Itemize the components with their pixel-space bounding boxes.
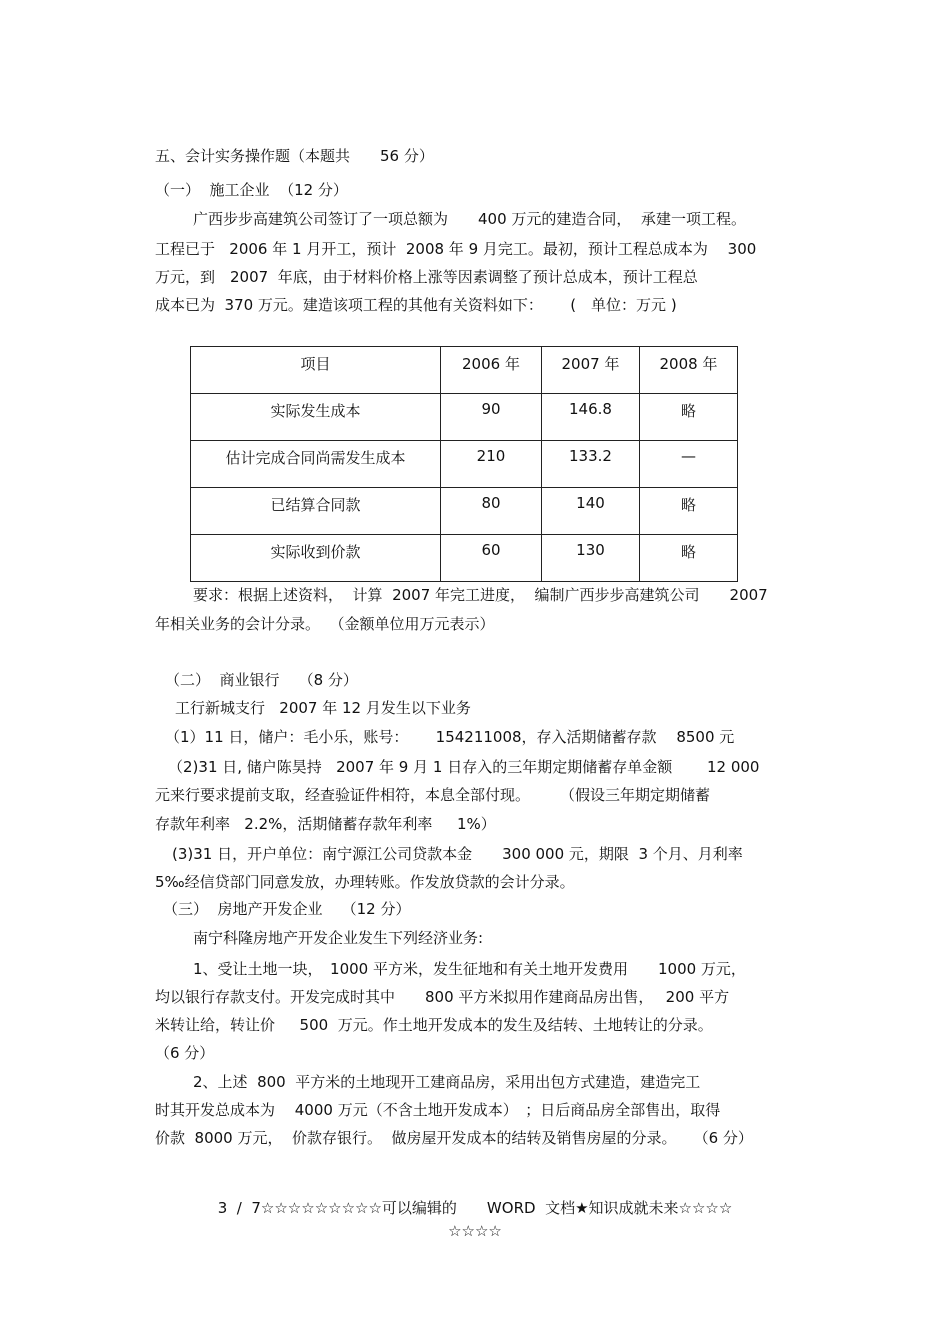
part3-intro: 南宁科隆房地产开发企业发生下列经济业务: (193, 929, 484, 947)
section-title: 五、会计实务操作题（本题共 56 分） (155, 147, 434, 165)
table-cell: 略 (640, 488, 738, 535)
part3-line-2: 均以银行存款支付。开发完成时其中 800 平方米拟用作建商品房出售， 200 平方 (155, 988, 730, 1006)
part3-line-5: 2、上述 800 平方米的土地现开工建商品房，采用出包方式建造，建造完工 (193, 1073, 701, 1091)
table-cell: 略 (640, 394, 738, 441)
part1-heading: （一） 施工企业 （12 分） (155, 181, 348, 199)
table-row (191, 441, 738, 488)
part3-line-1: 1、受让土地一块， 1000 平方米，发生征地和有关土地开发费用 1000 万元， (193, 960, 746, 978)
part1-line-4: 成本已为 370 万元。建造该项工程的其他有关资料如下： ( 单位：万元 ) (155, 296, 677, 314)
table-cell: 实际收到价款 (191, 535, 441, 582)
table-row (191, 535, 738, 582)
part3-line-7: 价款 8000 万元， 价款存银行。 做房屋开发成本的结转及销售房屋的分录。 （6 分） (155, 1129, 753, 1147)
part2-line-4: 存款年利率 2.2%，活期储蓄存款年利率 1%） (155, 815, 496, 833)
part3-line-6: 时其开发总成本为 4000 万元（不含土地开发成本） ；日后商品房全部售出，取得 (155, 1101, 721, 1119)
table-row (191, 394, 738, 441)
table-cell: 146.8 (542, 394, 640, 441)
table-cell: 210 (441, 441, 542, 488)
part1-requirement-2: 年相关业务的会计分录。 （金额单位用万元表示） (155, 615, 495, 633)
table-header-cell: 2007 年 (542, 347, 640, 394)
page-footer-line-1: 3 / 7☆☆☆☆☆☆☆☆☆可以编辑的 WORD 文档★知识成就未来☆☆☆☆ (217, 1199, 733, 1217)
part3-heading: （三） 房地产开发企业 （12 分） (163, 900, 411, 918)
table-cell: 估计完成合同尚需发生成本 (191, 441, 441, 488)
part1-line-2: 工程已于 2006 年 1 月开工，预计 2008 年 9 月完工。最初，预计工程总成本为 300 (155, 240, 757, 258)
part3-line-4: （6 分） (155, 1044, 215, 1062)
table-row (191, 488, 738, 535)
cost-table (190, 346, 738, 582)
table-cell: — (640, 441, 738, 488)
table-header-cell: 2006 年 (441, 347, 542, 394)
table-header-row (191, 347, 738, 394)
table-header-cell: 项目 (191, 347, 441, 394)
part2-heading: （二） 商业银行 （8 分） (165, 671, 358, 689)
part2-line-2: （2)31 日, 储户陈昊持 2007 年 9 月 1 日存入的三年期定期储蓄存单金额 12 000 (168, 758, 760, 776)
table-cell: 133.2 (542, 441, 640, 488)
part1-line-3: 万元，到 2007 年底，由于材料价格上涨等因素调整了预计总成本，预计工程总 (155, 268, 698, 286)
part1-requirement-1: 要求：根据上述资料， 计算 2007 年完工进度， 编制广西步步高建筑公司 2007 (193, 586, 768, 604)
table-cell: 90 (441, 394, 542, 441)
part2-line-3: 元来行要求提前支取，经查验证件相符，本息全部付现。 （假设三年期定期储蓄 (155, 786, 711, 804)
part3-line-3: 米转让给，转让价 500 万元。作土地开发成本的发生及结转、土地转让的分录。 (155, 1016, 713, 1034)
table-header-cell: 2008 年 (640, 347, 738, 394)
table-cell: 80 (441, 488, 542, 535)
part2-intro: 工行新城支行 2007 年 12 月发生以下业务 (175, 699, 471, 717)
table-cell: 130 (542, 535, 640, 582)
table-cell: 140 (542, 488, 640, 535)
part2-line-6: 5‰经信贷部门同意发放，办理转账。作发放贷款的会计分录。 (155, 873, 575, 891)
table-cell: 略 (640, 535, 738, 582)
page-footer-line-2: ☆☆☆☆ (448, 1222, 502, 1240)
table-cell: 60 (441, 535, 542, 582)
part2-line-5: (3)31 日，开户单位：南宁源江公司贷款本金 300 000 元，期限 3 个月、月利率 (172, 845, 743, 863)
part1-line-1: 广西步步高建筑公司签订了一项总额为 400 万元的建造合同， 承建一项工程。 (193, 210, 746, 228)
part2-line-1: （1）11 日，储户：毛小乐，账号： 154211008，存入活期储蓄存款 8500 元 (165, 728, 735, 746)
table-cell: 实际发生成本 (191, 394, 441, 441)
table-cell: 已结算合同款 (191, 488, 441, 535)
